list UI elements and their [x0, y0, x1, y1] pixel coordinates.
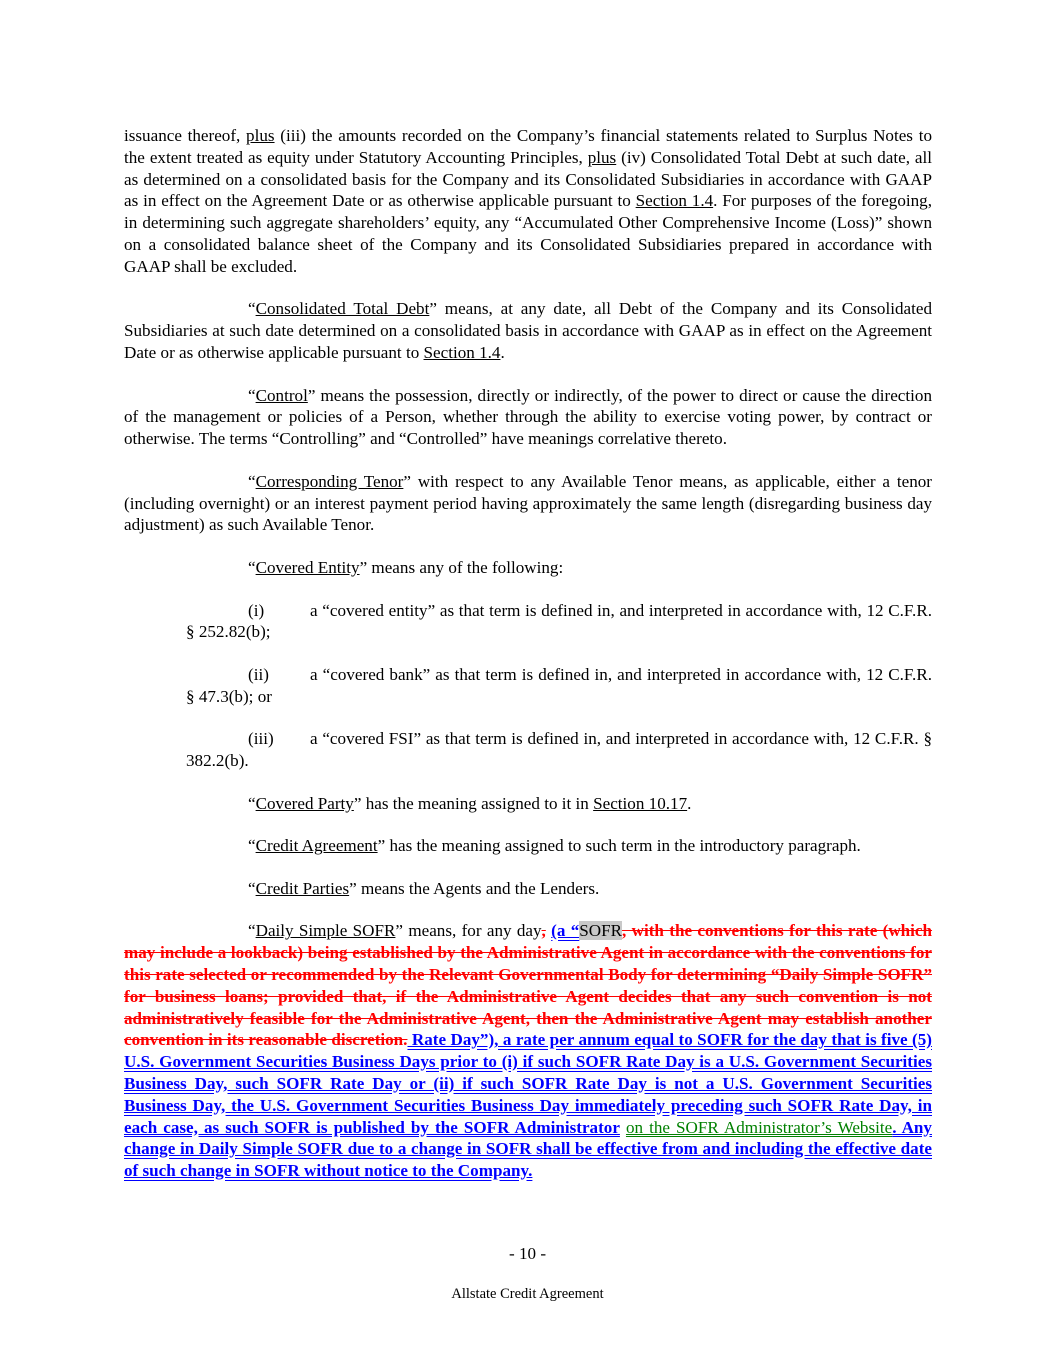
document-title-footer: Allstate Credit Agreement: [451, 1286, 604, 1302]
text: .: [500, 342, 505, 362]
definition-corresponding-tenor: [124, 471, 932, 536]
item-text: a “covered entity” as that term is defined in, and interpreted in accordance with, 12 C.F.R. § 252.82(b);: [186, 600, 932, 642]
section-reference: Section 1.4: [635, 191, 714, 211]
definition-covered-party: [124, 793, 932, 815]
definition-text: ” has the meaning assigned to it in: [353, 793, 594, 813]
definition-text: ” means, for any day: [395, 921, 542, 941]
text: (iv) Consolidated Total Debt at such date, all as determined on a consolidated basis for the Company and its Consolidated Subsidiaries in accordance with GAAP as in effect on the Agreement Date or as otherwise applicable pursuant to: [124, 147, 933, 211]
definition-control: [124, 385, 932, 450]
document-page: [124, 125, 932, 1203]
text: .: [687, 793, 692, 813]
inserted-text: (a “: [551, 921, 580, 941]
text: issuance thereof,: [124, 126, 247, 145]
definition-daily-simple-sofr: [124, 920, 932, 1182]
text: . For purposes of the foregoing, in determining such aggregate shareholders’ equity, any “Accumulated Other Comprehensive Income (Loss)” shown on a consolidated balance sheet of the Company and its Consolidated Subsidiaries prepared in accordance with GAAP shall be excluded.: [124, 191, 932, 276]
item-number: (iii): [248, 729, 274, 749]
open-quote: “: [248, 385, 256, 405]
definition-credit-parties: [124, 878, 932, 900]
list-item-covered-bank: [186, 664, 932, 708]
open-quote: “: [248, 878, 256, 898]
open-quote: “: [248, 793, 256, 813]
defined-term: Credit Agreement: [255, 836, 378, 856]
list-item-covered-entity: [186, 600, 932, 644]
highlighted-term: SOFR: [579, 921, 623, 941]
item-number: (i): [248, 600, 265, 620]
defined-term: Credit Parties: [255, 878, 350, 898]
item-text: a “covered bank” as that term is defined in, and interpreted in accordance with, 12 C.F.R. § 47.3(b); or: [186, 664, 932, 706]
definition-credit-agreement: [124, 835, 932, 857]
section-reference: Section 10.17: [593, 793, 688, 813]
defined-term: Covered Entity: [255, 557, 360, 577]
open-quote: “: [248, 299, 256, 319]
paragraph-continuation: [124, 125, 932, 278]
defined-term: Corresponding Tenor: [255, 471, 404, 491]
deleted-text: , with the conventions for this rate (which may include a lookback) being established by the Administrative Agent in accordance with the conventions for this rate selected or recommended by the Relevant Governmental Body for determining “Daily Simple SOFR” for business loans; provided that, if the Administrative Agent decides that any such convention is not administratively feasible for the Administrative Agent, then the Administrative Agent may establish another convention in its reasonable discretion.: [124, 921, 933, 1050]
definition-text: ” means the possession, directly or indirectly, of the power to direct or cause the direction of the management or policies of a Person, whether through the ability to exercise voting power, by contract or otherwise. The terms “Controlling” and “Controlled” have meanings correlative thereto.: [124, 385, 932, 449]
page-number: - 10 -: [508, 1244, 547, 1263]
emphasis-plus: plus: [246, 126, 275, 145]
open-quote: “: [248, 921, 256, 941]
defined-term: Control: [255, 385, 308, 405]
item-text: a “covered FSI” as that term is defined in, and interpreted in accordance with, 12 C.F.R. § 382.2(b).: [186, 729, 932, 771]
moved-text: on the SOFR Administrator’s Website: [625, 1117, 893, 1137]
inserted-text: Rate Day”), a rate per annum equal to SOFR for the day that is five (5) U.S. Government Securities Business Days prior to (i) if such SOFR Rate Day is a U.S. Government Securities Business Day, such SOFR Rate Day or (ii) if such SOFR Rate Day is not a U.S. Government Securities Business Day, the U.S. Government Securities Business Day immediately preceding such SOFR Rate Day, in each case, as such SOFR is published by the SOFR Administrator: [124, 1030, 932, 1137]
list-item-covered-fsi: [186, 728, 932, 772]
inserted-text: . Any change in Daily Simple SOFR due to a change in SOFR shall be effective from and including the effective date of such change in SOFR without notice to the Company.: [124, 1117, 932, 1181]
section-reference: Section 1.4: [423, 342, 501, 362]
defined-term: Daily Simple SOFR: [255, 921, 396, 941]
text: (iii) the amounts recorded on the Company’s financial statements related to Surplus Notes to the extent treated as equity under Statutory Accounting Principles,: [124, 126, 932, 167]
open-quote: “: [248, 471, 256, 491]
definition-text: ” with respect to any Available Tenor means, as applicable, either a tenor (including overnight) or an interest payment period having approximately the same length (disregarding business day adjustment) as such Available Tenor.: [124, 471, 932, 535]
deleted-text: ,: [541, 921, 546, 941]
definition-text: ” means the Agents and the Lenders.: [349, 878, 600, 898]
definition-text: ” has the meaning assigned to such term in the introductory paragraph.: [377, 836, 861, 856]
defined-term: Covered Party: [255, 793, 354, 813]
defined-term: Consolidated Total Debt: [255, 299, 430, 319]
definition-covered-entity: [124, 557, 932, 579]
item-number: (ii): [248, 664, 269, 684]
open-quote: “: [248, 836, 256, 856]
definition-text: ” means, at any date, all Debt of the Company and its Consolidated Subsidiaries at such date determined on a consolidated basis in accordance with GAAP as in effect on the Agreement Date or as otherwise applicable pursuant to: [124, 299, 932, 362]
emphasis-plus: plus: [587, 147, 617, 167]
open-quote: “: [248, 557, 256, 577]
definition-consolidated-total-debt: [124, 298, 932, 363]
definition-text: ” means any of the following:: [359, 557, 564, 577]
